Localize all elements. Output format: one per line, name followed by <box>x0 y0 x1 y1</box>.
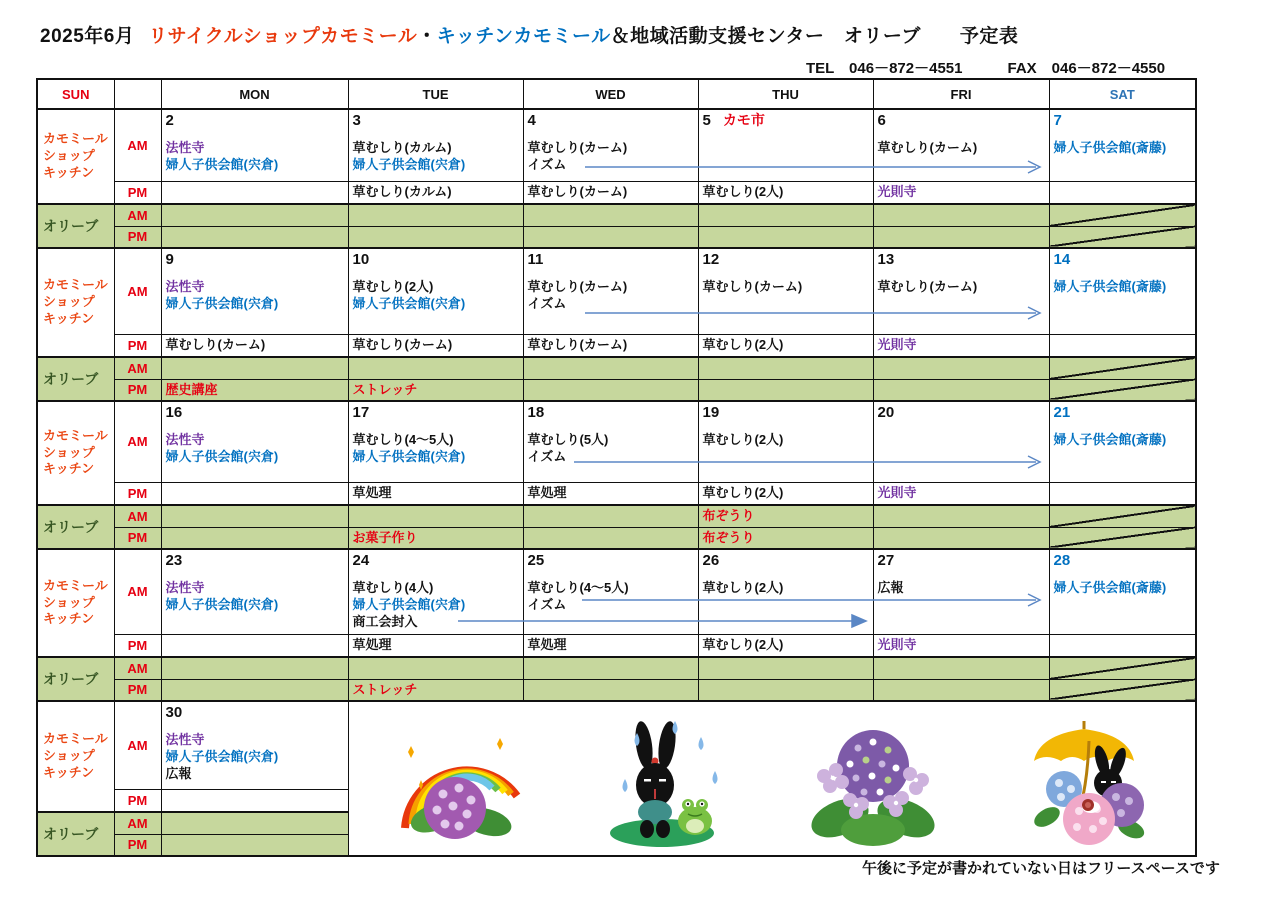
schedule-entry: 草むしり(2人) <box>702 184 784 200</box>
schedule-entry: 草むしり(5人) <box>527 432 609 447</box>
pm-label: PM <box>114 226 161 248</box>
weekday-header-row <box>37 79 1196 109</box>
olive-cell-pm-fri <box>873 379 1049 401</box>
title-rest: ＆地域活動支援センター オリーブ 予定表 <box>610 26 1019 47</box>
day-cell-am-wed-4 <box>523 109 698 181</box>
chamomile-label-line: キッチン <box>43 611 95 627</box>
schedule-entry: 草むしり(カーム) <box>165 337 266 353</box>
day-cell-pm-wed-18 <box>523 482 698 505</box>
date-line <box>1054 551 1192 571</box>
chamomile-label <box>37 549 114 657</box>
schedule-entry: 草むしり(2人) <box>702 580 784 595</box>
date-line <box>528 403 694 423</box>
schedule-entry: 草処理 <box>352 485 392 501</box>
date-number: 9 <box>165 251 174 268</box>
title-month: 2025年6月 <box>40 26 135 47</box>
day-cell-pm-mon-2 <box>161 181 348 204</box>
olive-cell-pm-mon <box>161 527 348 549</box>
olive-am-row-week1 <box>37 204 1196 226</box>
olive-cell-am-thu <box>698 357 873 379</box>
date-number: 18 <box>527 404 545 421</box>
olive-cell-am-thu <box>698 204 873 226</box>
date-number: 3 <box>352 112 361 129</box>
olive-cell-am-tue <box>348 357 523 379</box>
am-label: AM <box>114 357 161 379</box>
date-line <box>166 111 344 131</box>
olive-cell-pm-thu <box>698 679 873 701</box>
schedule-entry: イズム <box>527 296 567 312</box>
date-number: 11 <box>527 251 544 268</box>
chamomile-label <box>37 701 114 812</box>
day-cell-am-tue-10 <box>348 248 523 334</box>
chamomile-label-line: キッチン <box>43 461 95 477</box>
day-cell-pm-fri-27 <box>873 634 1049 657</box>
day-cell-am-sat-28 <box>1049 549 1196 634</box>
date-number: 23 <box>165 552 183 569</box>
chamomile-am-row-week5 <box>37 701 1196 789</box>
date-number: 10 <box>352 251 370 268</box>
date-number: 2 <box>165 112 174 129</box>
chamomile-label-line: ショップ <box>43 594 95 610</box>
schedule-entry: 草むしり(カーム) <box>527 140 628 155</box>
olive-cell-pm-fri <box>873 679 1049 701</box>
olive-activity: 布ぞうり <box>702 508 755 524</box>
olive-cell-am-fri <box>873 505 1049 527</box>
olive-am-row-week2 <box>37 357 1196 379</box>
rabbit-frog-illustration <box>597 709 727 849</box>
olive-label: オリーブ <box>37 812 114 856</box>
day-cell-am-mon-16 <box>161 401 348 482</box>
day-cell-am-fri-20 <box>873 401 1049 482</box>
chamomile-label-line: ショップ <box>43 294 95 310</box>
day-cell-pm-sat-14 <box>1049 334 1196 357</box>
day-cell-pm-wed-25 <box>523 634 698 657</box>
am-label: AM <box>114 401 161 482</box>
day-cell-am-thu-19 <box>698 401 873 482</box>
olive-cell-am-thu <box>698 657 873 679</box>
olive-cell-am-wed <box>523 657 698 679</box>
date-number: 28 <box>1053 552 1071 569</box>
olive-cell-pm-wed <box>523 226 698 248</box>
olive-cell-am-wed <box>523 357 698 379</box>
date-line <box>1054 403 1192 423</box>
olive-cell-am-thu <box>698 505 873 527</box>
pm-label: PM <box>114 634 161 657</box>
date-number: 13 <box>877 251 895 268</box>
day-cell-am-wed-18 <box>523 401 698 482</box>
schedule-entry: 草むしり(4人) <box>352 580 434 595</box>
date-number: 27 <box>877 552 895 569</box>
date-number: 25 <box>527 552 545 569</box>
am-label: AM <box>114 109 161 181</box>
chamomile-label <box>37 248 114 357</box>
schedule-entry: 光則寺 <box>877 637 917 653</box>
seasonal-illustrations <box>349 704 1196 854</box>
olive-cell-am-tue <box>348 505 523 527</box>
event-badge: カモ市 <box>722 112 765 128</box>
am-label: AM <box>114 248 161 334</box>
olive-cell-pm-fri <box>873 226 1049 248</box>
date-number: 16 <box>165 404 183 421</box>
schedule-entry: 婦人子供会館(宍倉) <box>352 597 466 613</box>
day-cell-am-mon-9 <box>161 248 348 334</box>
schedule-entry: 光則寺 <box>877 184 917 200</box>
date-line <box>878 111 1045 131</box>
am-label: AM <box>114 701 161 789</box>
day-cell-pm-fri-13 <box>873 334 1049 357</box>
schedule-entry: 草むしり(カーム) <box>877 279 978 294</box>
chamomile-am-row-week4 <box>37 549 1196 634</box>
schedule-entry: 広報 <box>877 580 904 595</box>
olive-cell-am-mon <box>161 357 348 379</box>
olive-cell-am-tue <box>348 204 523 226</box>
olive-pm-row-week4 <box>37 679 1196 701</box>
olive-am-row-week3 <box>37 505 1196 527</box>
am-label: AM <box>114 505 161 527</box>
date-number: 6 <box>877 112 886 129</box>
pm-label: PM <box>114 379 161 401</box>
schedule-entry: 草むしり(2人) <box>702 637 784 653</box>
olive-activity: お菓子作り <box>352 529 418 545</box>
olive-cell-pm-wed <box>523 527 698 549</box>
pm-label: PM <box>114 181 161 204</box>
olive-cell-am-mon <box>161 657 348 679</box>
olive-activity: 布ぞうり <box>702 529 755 545</box>
title-kitchen-name: キッチンカモミール <box>436 26 611 47</box>
olive-activity: ストレッチ <box>352 681 418 697</box>
schedule-entry: 草処理 <box>527 485 567 501</box>
schedule-entry: 婦人子供会館(宍倉) <box>165 749 279 765</box>
pm-label: PM <box>114 527 161 549</box>
schedule-entry: 草むしり(カーム) <box>527 184 628 200</box>
pm-label: PM <box>114 789 161 812</box>
chamomile-label-line: カモミール <box>43 131 108 147</box>
chamomile-pm-row-week3 <box>37 482 1196 505</box>
day-cell-pm-wed-4 <box>523 181 698 204</box>
day-cell-am-sat-7 <box>1049 109 1196 181</box>
am-label: AM <box>114 204 161 226</box>
date-line <box>166 403 344 423</box>
day-cell-pm-tue-24 <box>348 634 523 657</box>
olive-cell-pm-sat <box>1049 226 1196 248</box>
olive-cell-pm-sat <box>1049 679 1196 701</box>
schedule-entry: 婦人子供会館(宍倉) <box>165 296 279 312</box>
schedule-entry: 婦人子供会館(宍倉) <box>352 296 466 312</box>
date-line <box>166 250 344 270</box>
date-line <box>1054 111 1192 131</box>
date-line <box>528 111 694 131</box>
pm-label: PM <box>114 679 161 701</box>
olive-cell-am-sat <box>1049 657 1196 679</box>
schedule-entry: 草むしり(4～5人) <box>352 432 454 447</box>
schedule-entry: 法性寺 <box>165 580 205 595</box>
schedule-entry: 法性寺 <box>165 732 205 747</box>
schedule-entry: イズム <box>527 449 567 465</box>
chamomile-pm-row-week4 <box>37 634 1196 657</box>
chamomile-label-line: カモミール <box>43 277 108 293</box>
date-line <box>878 250 1045 270</box>
schedule-entry: 草むしり(2人) <box>702 337 784 353</box>
rabbit-umbrella-illustration <box>1019 709 1149 849</box>
schedule-entry: イズム <box>527 597 567 613</box>
schedule-entry: 草むしり(カーム) <box>702 279 803 294</box>
date-line <box>353 551 519 571</box>
title-separator: ・ <box>417 26 437 47</box>
schedule-entry: 婦人子供会館(宍倉) <box>352 449 466 465</box>
chamomile-label-line: カモミール <box>43 731 108 747</box>
schedule-entry: 草むしり(カーム) <box>527 337 628 353</box>
olive-cell-am-fri <box>873 357 1049 379</box>
schedule-entry: 婦人子供会館(斎藤) <box>1053 279 1167 294</box>
day-cell-pm-sat-7 <box>1049 181 1196 204</box>
olive-cell-am-mon <box>161 812 348 834</box>
schedule-entry: 草むしり(2人) <box>702 485 784 501</box>
day-cell-pm-sat-28 <box>1049 634 1196 657</box>
olive-cell-am-tue <box>348 657 523 679</box>
day-cell-pm-thu-26 <box>698 634 873 657</box>
schedule-entry: 法性寺 <box>165 432 205 447</box>
schedule-entry: 婦人子供会館(斎藤) <box>1053 432 1167 447</box>
olive-cell-pm-tue <box>348 527 523 549</box>
olive-label: オリーブ <box>37 357 114 401</box>
date-line <box>353 111 519 131</box>
schedule-entry: 婦人子供会館(宍倉) <box>352 157 466 173</box>
date-number: 17 <box>352 404 370 421</box>
day-cell-am-fri-6 <box>873 109 1049 181</box>
day-cell-am-wed-25 <box>523 549 698 634</box>
date-line <box>166 703 344 723</box>
date-line <box>878 551 1045 571</box>
chamomile-label-line: ショップ <box>43 748 95 764</box>
olive-activity: ストレッチ <box>352 381 418 397</box>
chamomile-label-line: ショップ <box>43 444 95 460</box>
chamomile-label-line: キッチン <box>43 164 95 180</box>
olive-cell-am-sat <box>1049 505 1196 527</box>
day-cell-am-thu-26 <box>698 549 873 634</box>
schedule-entry: 草むしり(2人) <box>702 432 784 447</box>
weekday-header-MON: MON <box>161 79 348 109</box>
hydrangea-bouquet-illustration <box>798 708 948 850</box>
day-cell-am-fri-13 <box>873 248 1049 334</box>
chamomile-label-line: ショップ <box>43 148 95 164</box>
day-cell-pm-tue-3 <box>348 181 523 204</box>
schedule-entry: 草むしり(カルム) <box>352 184 452 200</box>
date-line <box>703 250 869 270</box>
schedule-entry: 商工会封入 <box>352 614 418 630</box>
day-cell-pm-fri-20 <box>873 482 1049 505</box>
illustration-area <box>348 701 1196 856</box>
day-cell-am-sat-21 <box>1049 401 1196 482</box>
olive-cell-pm-tue <box>348 379 523 401</box>
olive-cell-pm-sat <box>1049 527 1196 549</box>
pm-label: PM <box>114 482 161 505</box>
day-cell-am-mon-23 <box>161 549 348 634</box>
olive-cell-am-wed <box>523 505 698 527</box>
olive-cell-pm-thu <box>698 379 873 401</box>
date-line <box>528 250 694 270</box>
weekday-header-SUN: SUN <box>37 79 114 109</box>
weekday-header-FRI: FRI <box>873 79 1049 109</box>
weekday-header-WED: WED <box>523 79 698 109</box>
rainbow-hydrangea-illustration <box>397 710 527 848</box>
date-line <box>703 551 869 571</box>
olive-cell-pm-mon <box>161 679 348 701</box>
date-line <box>878 403 1045 423</box>
date-number: 12 <box>702 251 720 268</box>
day-cell-pm-mon-9 <box>161 334 348 357</box>
day-cell-pm-fri-6 <box>873 181 1049 204</box>
schedule-entry: 婦人子供会館(宍倉) <box>165 449 279 465</box>
date-line <box>353 250 519 270</box>
olive-cell-am-sat <box>1049 204 1196 226</box>
schedule-entry: 草むしり(4～5人) <box>527 580 629 595</box>
schedule-entry: 法性寺 <box>165 279 205 294</box>
day-cell-am-thu-5 <box>698 109 873 181</box>
date-number: 14 <box>1053 251 1071 268</box>
am-label: AM <box>114 812 161 834</box>
date-number: 7 <box>1053 112 1062 129</box>
schedule-entry: 婦人子供会館(宍倉) <box>165 597 279 613</box>
day-cell-am-mon-2 <box>161 109 348 181</box>
chamomile-am-row-week2 <box>37 248 1196 334</box>
olive-cell-pm-mon <box>161 379 348 401</box>
date-number: 20 <box>877 404 895 421</box>
chamomile-pm-row-week2 <box>37 334 1196 357</box>
olive-cell-pm-fri <box>873 527 1049 549</box>
day-cell-pm-mon-23 <box>161 634 348 657</box>
date-line <box>353 403 519 423</box>
date-number: 4 <box>527 112 536 129</box>
schedule-entry: 草むしり(カーム) <box>527 279 628 294</box>
olive-cell-pm-mon <box>161 226 348 248</box>
schedule-entry: 婦人子供会館(斎藤) <box>1053 140 1167 155</box>
day-cell-am-thu-12 <box>698 248 873 334</box>
olive-cell-pm-mon <box>161 834 348 856</box>
contact-info: TEL 046－872－4551 FAX 046－872－4550 <box>806 60 1166 77</box>
schedule-entry: 草むしり(カーム) <box>352 337 453 353</box>
date-number: 24 <box>352 552 370 569</box>
date-line <box>703 403 869 423</box>
schedule-entry: 草処理 <box>527 637 567 653</box>
day-cell-pm-mon-16 <box>161 482 348 505</box>
chamomile-label <box>37 109 114 204</box>
chamomile-label-line: カモミール <box>43 427 108 443</box>
olive-label: オリーブ <box>37 657 114 701</box>
footnote: 午後に予定が書かれていない日はフリースペースです <box>862 860 1220 877</box>
olive-label: オリーブ <box>37 204 114 248</box>
day-cell-am-mon-30 <box>161 701 348 789</box>
chamomile-am-row-week1 <box>37 109 1196 181</box>
olive-cell-pm-tue <box>348 679 523 701</box>
day-cell-pm-wed-11 <box>523 334 698 357</box>
day-cell-pm-thu-19 <box>698 482 873 505</box>
chamomile-label-line: カモミール <box>43 577 108 593</box>
date-number: 26 <box>702 552 720 569</box>
date-line <box>1054 250 1192 270</box>
day-cell-am-sat-14 <box>1049 248 1196 334</box>
pm-label: PM <box>114 334 161 357</box>
olive-cell-pm-wed <box>523 679 698 701</box>
date-line <box>528 551 694 571</box>
day-cell-am-wed-11 <box>523 248 698 334</box>
olive-cell-am-wed <box>523 204 698 226</box>
olive-cell-pm-tue <box>348 226 523 248</box>
olive-cell-am-fri <box>873 657 1049 679</box>
schedule-entry: 草むしり(カルム) <box>352 140 452 155</box>
schedule-entry: 婦人子供会館(斎藤) <box>1053 580 1167 595</box>
title-shop-name: リサイクルショップカモミール <box>148 26 418 47</box>
olive-cell-am-sat <box>1049 357 1196 379</box>
day-cell-pm-tue-10 <box>348 334 523 357</box>
weekday-header-ampm <box>114 79 161 109</box>
chamomile-label <box>37 401 114 505</box>
day-cell-pm-mon-30 <box>161 789 348 812</box>
schedule-entry: 婦人子供会館(宍倉) <box>165 157 279 173</box>
weekday-header-TUE: TUE <box>348 79 523 109</box>
schedule-entry: 光則寺 <box>877 337 917 353</box>
am-label: AM <box>114 549 161 634</box>
weekday-header-SAT: SAT <box>1049 79 1196 109</box>
olive-pm-row-week3 <box>37 527 1196 549</box>
pm-label: PM <box>114 834 161 856</box>
weekday-header-THU: THU <box>698 79 873 109</box>
schedule-entry: 広報 <box>165 766 192 782</box>
am-label: AM <box>114 657 161 679</box>
olive-cell-pm-thu <box>698 527 873 549</box>
chamomile-pm-row-week1 <box>37 181 1196 204</box>
page-title <box>40 21 1018 48</box>
schedule-entry: 法性寺 <box>165 140 205 155</box>
schedule-entry: 草むしり(2人) <box>352 279 434 294</box>
olive-cell-am-fri <box>873 204 1049 226</box>
day-cell-pm-thu-5 <box>698 181 873 204</box>
day-cell-am-tue-3 <box>348 109 523 181</box>
date-number: 19 <box>702 404 720 421</box>
olive-label: オリーブ <box>37 505 114 549</box>
chamomile-label-line: キッチン <box>43 764 95 780</box>
olive-cell-pm-wed <box>523 379 698 401</box>
day-cell-am-tue-24 <box>348 549 523 634</box>
day-cell-pm-sat-21 <box>1049 482 1196 505</box>
date-number: 5 <box>702 112 711 129</box>
olive-am-row-week4 <box>37 657 1196 679</box>
date-number: 30 <box>165 704 183 721</box>
schedule-entry: 草処理 <box>352 637 392 653</box>
olive-cell-am-mon <box>161 505 348 527</box>
olive-cell-pm-thu <box>698 226 873 248</box>
schedule-entry: 光則寺 <box>877 485 917 501</box>
chamomile-am-row-week3 <box>37 401 1196 482</box>
chamomile-label-line: キッチン <box>43 310 95 326</box>
day-cell-am-fri-27 <box>873 549 1049 634</box>
olive-pm-row-week1 <box>37 226 1196 248</box>
day-cell-am-tue-17 <box>348 401 523 482</box>
day-cell-pm-thu-12 <box>698 334 873 357</box>
olive-cell-am-mon <box>161 204 348 226</box>
date-line <box>166 551 344 571</box>
schedule-table <box>36 78 1197 857</box>
schedule-entry: イズム <box>527 157 567 173</box>
olive-activity: 歴史講座 <box>165 381 218 397</box>
schedule-entry: 草むしり(カーム) <box>877 140 978 155</box>
day-cell-pm-tue-17 <box>348 482 523 505</box>
olive-pm-row-week2 <box>37 379 1196 401</box>
olive-cell-pm-sat <box>1049 379 1196 401</box>
date-number: 21 <box>1053 404 1071 421</box>
date-line <box>703 111 869 131</box>
